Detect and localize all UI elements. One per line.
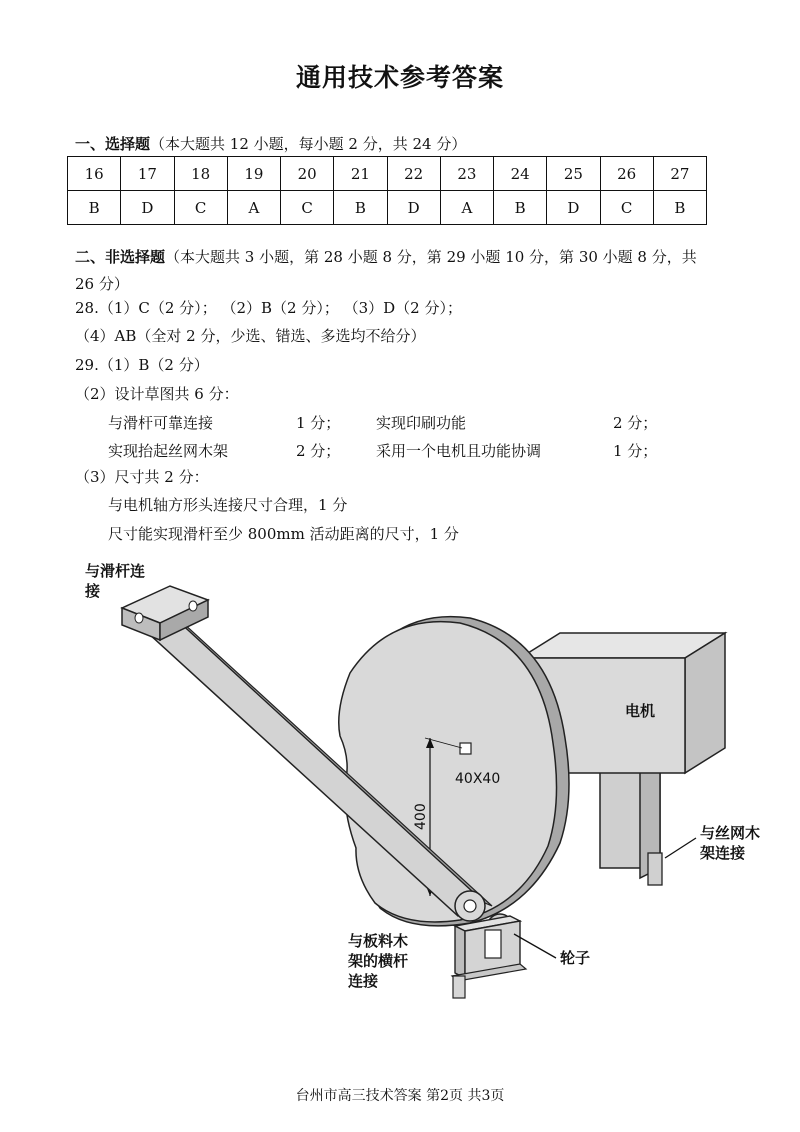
question-number: 24 [494, 157, 547, 191]
u-bracket-left [455, 926, 465, 978]
motor-label: 电机 [625, 702, 656, 720]
bracket-foot [648, 853, 662, 885]
q28-line1: 28.（1）C（2 分）； （2）B（2 分）； （3）D（2 分）； [75, 299, 462, 317]
criteria-item: 采用一个电机且功能协调 [376, 442, 542, 460]
question-number: 27 [653, 157, 706, 191]
screen-connection-label-line2: 架连接 [700, 844, 746, 862]
criteria-score: 1 分； [296, 414, 341, 432]
board-connection-label-line1: 与板料木 [348, 932, 409, 950]
square-shaft-icon [460, 743, 471, 754]
question-number: 21 [334, 157, 387, 191]
screen-connection-label-line1: 与丝网木 [700, 824, 761, 842]
question-number: 25 [547, 157, 600, 191]
question-number-row [68, 157, 707, 191]
criteria-item: 实现印刷功能 [376, 414, 467, 432]
board-connection-label-line3: 连接 [348, 972, 379, 990]
answer-cell: C [174, 191, 227, 225]
q28-line2: （4）AB（全对 2 分，少选、错选、多选均不给分） [75, 327, 426, 345]
design-sketch [60, 548, 780, 1018]
question-number: 16 [68, 157, 121, 191]
answer-cell: B [334, 191, 387, 225]
slider-connection-label-line2: 接 [85, 582, 101, 600]
criteria-score: 2 分； [613, 414, 658, 432]
criteria-item: 与滑杆可靠连接 [108, 414, 214, 432]
criteria-score: 2 分； [296, 442, 341, 460]
question-number: 18 [174, 157, 227, 191]
slider-hole-right [189, 601, 197, 611]
q29-part2-title: （2）设计草图共 6 分： [75, 385, 239, 403]
arm-end-hole [464, 900, 476, 912]
answer-cell: D [387, 191, 440, 225]
criteria-score: 1 分； [613, 442, 658, 460]
answer-cell: D [121, 191, 174, 225]
answer-cell: B [68, 191, 121, 225]
answer-cell: A [440, 191, 493, 225]
section1-note: （本大题共 12 小题，每小题 2 分，共 24 分） [150, 135, 467, 153]
square-size-label: 40X40 [455, 771, 501, 787]
answer-table [67, 156, 707, 225]
answer-cell: A [227, 191, 280, 225]
question-number: 17 [121, 157, 174, 191]
screen-callout-leader [665, 838, 696, 858]
q29-part1: 29.（1）B（2 分） [75, 356, 209, 374]
board-connection-label-line2: 架的横杆 [348, 952, 409, 970]
q29-part3-item-1: 与电机轴方形头连接尺寸合理，1 分 [108, 496, 348, 514]
section2-heading: 二、非选择题 [75, 248, 166, 266]
criteria-item: 实现抬起丝网木架 [108, 442, 229, 460]
u-bracket-slot [485, 930, 501, 958]
section1-heading: 一、选择题 [75, 135, 151, 153]
answer-cell: B [653, 191, 706, 225]
question-number: 20 [281, 157, 334, 191]
question-number: 19 [227, 157, 280, 191]
answer-cell: C [281, 191, 334, 225]
q29-part3-item-2: 尺寸能实现滑杆至少 800mm 活动距离的尺寸，1 分 [108, 525, 459, 543]
section2-note-line2: 26 分） [75, 275, 129, 293]
question-number: 22 [387, 157, 440, 191]
motor-side [685, 633, 725, 773]
slider-connection-label-line1: 与滑杆连 [85, 562, 146, 580]
q29-part3-title: （3）尺寸共 2 分： [75, 468, 209, 486]
section1-heading-line [75, 134, 466, 154]
page-title: 通用技术参考答案 [295, 63, 504, 92]
u-bracket-foot [453, 976, 465, 998]
dimension-400-label: 400 [413, 803, 429, 830]
slider-hole-left [135, 613, 143, 623]
answer-cell: D [547, 191, 600, 225]
answer-cell: C [600, 191, 653, 225]
page-footer: 台州市高三技术答案 第2页 共3页 [295, 1088, 505, 1104]
section2-heading-line [75, 247, 697, 267]
answer-row [68, 191, 707, 225]
wheel-label: 轮子 [560, 949, 591, 967]
answer-cell: B [494, 191, 547, 225]
section2-note-line1: （本大题共 3 小题，第 28 小题 8 分，第 29 小题 10 分，第 30 小题 8 分，共 [165, 248, 697, 266]
question-number: 23 [440, 157, 493, 191]
question-number: 26 [600, 157, 653, 191]
